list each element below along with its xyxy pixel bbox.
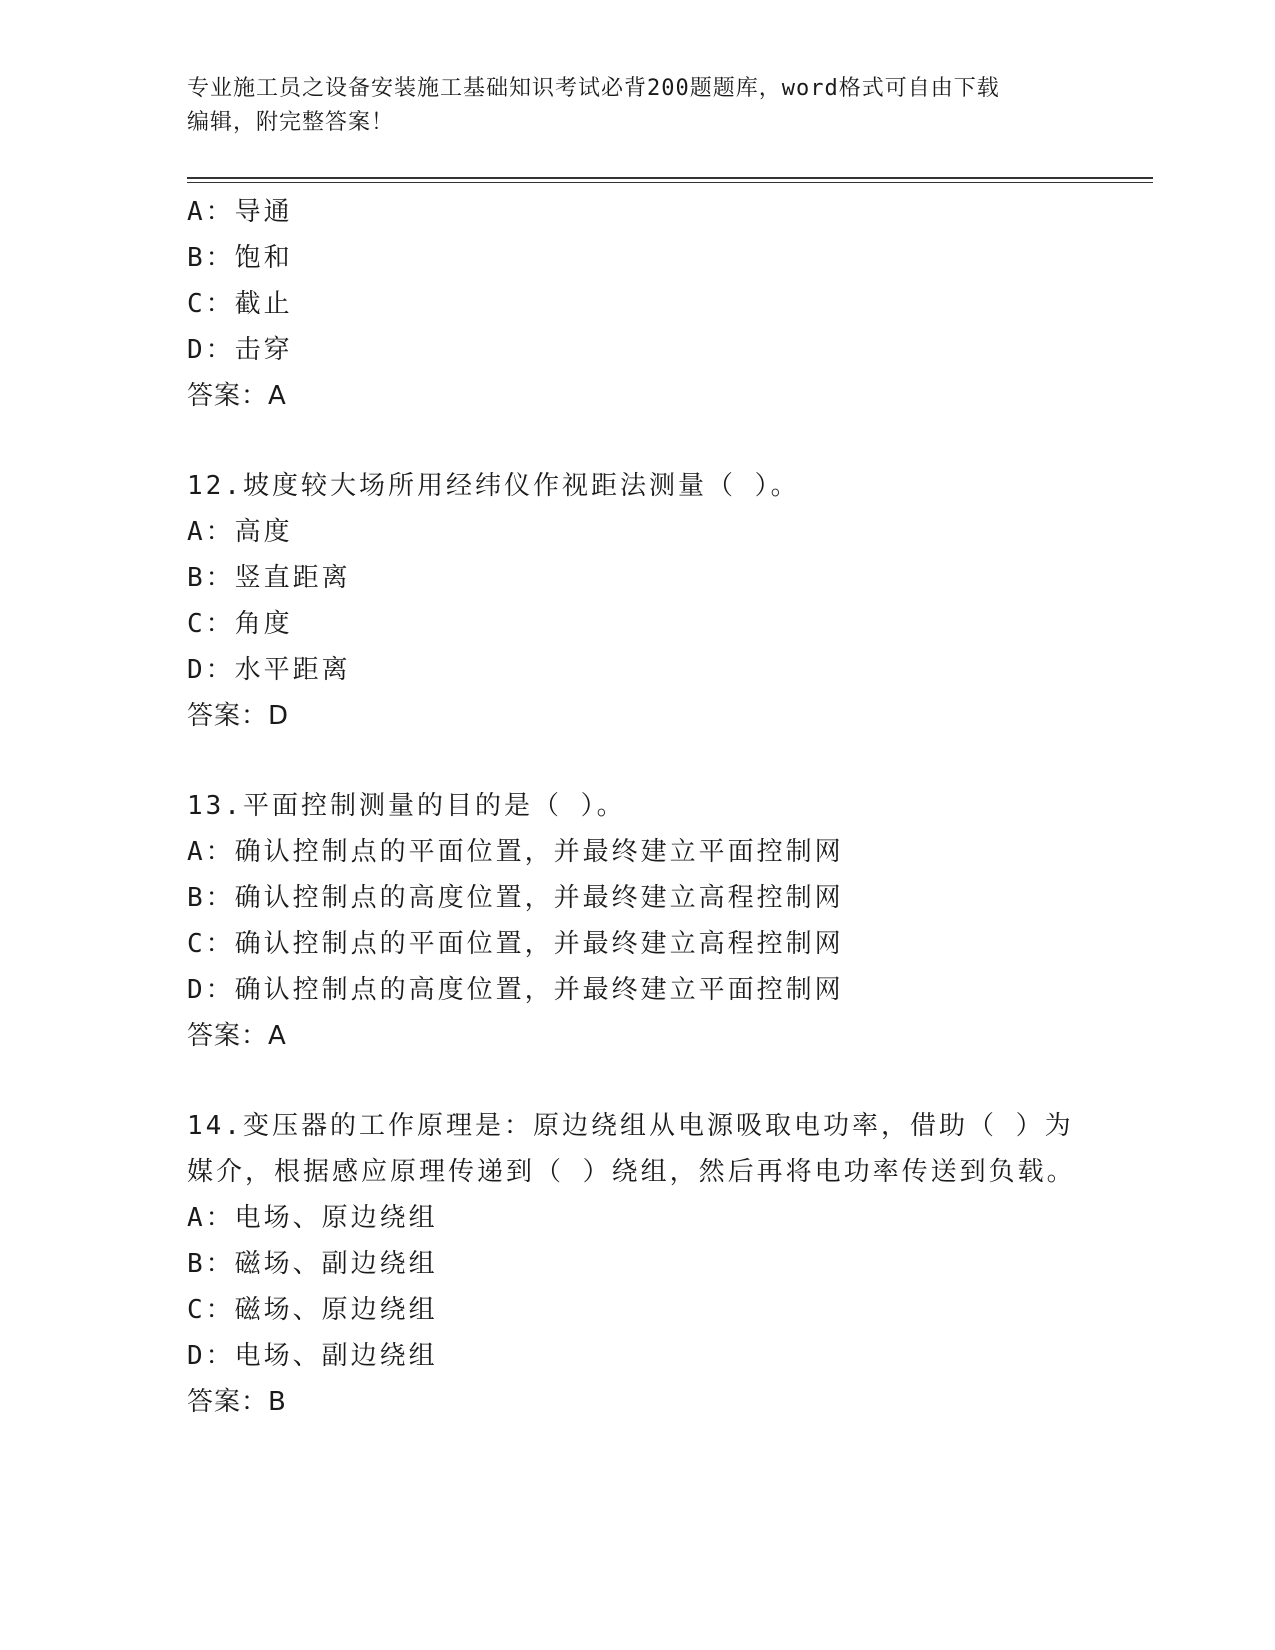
answer-line: 答案：A [187,1021,287,1051]
option-d: D：水平距离 [187,655,351,685]
question-14 [187,1103,1087,1425]
option-d: D：击穿 [187,335,293,365]
option-c: C：磁场、原边绕组 [187,1295,438,1325]
option-a: A：确认控制点的平面位置，并最终建立平面控制网 [187,837,844,867]
option-a: A：高度 [187,517,293,547]
question-12 [187,463,1087,739]
option-a: A：电场、原边绕组 [187,1203,438,1233]
answer-line: 答案：A [187,381,287,411]
question-13 [187,783,1087,1059]
option-c: C：角度 [187,609,293,639]
option-b: B：饱和 [187,243,293,273]
question-text-line-2: 媒介，根据感应原理传递到（ ）绕组，然后再将电功率传送到负载。 [187,1157,1076,1187]
header-divider-thin [187,182,1153,183]
question-text: 13.平面控制测量的目的是（ ）。 [187,791,626,821]
option-c: C：确认控制点的平面位置，并最终建立高程控制网 [187,929,844,959]
option-c: C：截止 [187,289,293,319]
option-b: B：磁场、副边绕组 [187,1249,438,1279]
option-d: D：确认控制点的高度位置，并最终建立平面控制网 [187,975,844,1005]
answer-line: 答案：B [187,1387,287,1417]
document-title [187,72,1077,140]
document-title-line-1: 专业施工员之设备安装施工基础知识考试必背200题题库，word格式可自由下载 [187,76,1000,101]
header-divider-thick [187,177,1153,179]
option-b: B：竖直距离 [187,563,351,593]
option-b: B：确认控制点的高度位置，并最终建立高程控制网 [187,883,844,913]
question-text-line-1: 14.变压器的工作原理是：原边绕组从电源吸取电功率，借助（ ）为 [187,1111,1074,1141]
question-text: 12.坡度较大场所用经纬仪作视距法测量（ ）。 [187,471,800,501]
option-d: D：电场、副边绕组 [187,1341,438,1371]
question-list [187,189,1087,1425]
question-partial [187,189,1087,419]
answer-line: 答案：D [187,701,290,731]
document-title-line-2: 编辑，附完整答案！ [187,110,395,135]
option-a: A：导通 [187,197,293,227]
